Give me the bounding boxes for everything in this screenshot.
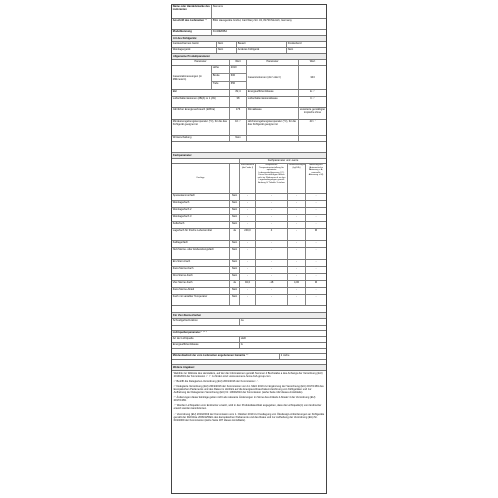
compartments-group-label: Fachparameter und -werte: [267, 159, 299, 163]
compartment-row: [172, 295, 326, 306]
notes-weblink: Weblink zur Website des Herstellers, auf der die Informationen gemäß Nummer 4 Buchstabe a des Anhangs der Verordnung (EU) 2019/2019 der Kommission ¹ ⁾ ² ⁾ zu finden sind: www.siemens-home.bsh-group.com: [173, 372, 323, 379]
param-label: Klimaklasse: [247, 108, 299, 119]
compartment-value: -: [256, 208, 288, 214]
compartment-row: [172, 215, 326, 222]
compartment-type: Zwei-Sterne-Fach: [172, 267, 230, 273]
footnote-1: ¹ ⁾ Betrifft die Delegierten-Verordnung (EU) 2019/2016 der Kommission ¹ ⁾.: [173, 380, 259, 384]
compartment-row: [172, 260, 326, 267]
footnote-5: ⁵ ⁾ Verordnung (EU) 2019/2019 der Kommission vom 1. Oktober 2019 zur Festlegung von Ökodesign-Anforderungen an Kühlgeräte gemäß der Richtlinie 2009/125/EG des Europäischen Parlaments und des Rates und zur Aufhebung der Verordnung (EG) Nr. 643/2009 der Kommission (siehe Seite 187 dieses Amtsblatts).: [173, 412, 325, 422]
compartment-value: -: [256, 241, 288, 247]
compartment-value: -: [315, 267, 317, 271]
supplier-address-row: [172, 19, 326, 30]
compartment-value: Nein: [230, 222, 240, 228]
compartment-row: [172, 281, 326, 288]
compartment-value: -: [240, 241, 256, 247]
supplier-name-value: Siemens: [212, 5, 223, 9]
compartment-head-cell: Fachvolumen (dm³ oder l): [240, 164, 256, 193]
compartment-row: [172, 229, 326, 241]
compartment-value: Ja: [230, 229, 240, 240]
param-value: 10 ¹ ⁾: [230, 120, 247, 135]
dimensions-subtable: [212, 66, 247, 89]
compartment-value: -: [256, 215, 288, 221]
compartment-head-cell: Empfohlene Temperatureinstellung für optimierte Lebensmittellagerung (°C). Diese Einstellungen dürfen nicht im Widerspruch zu den Lagerbedingungen gemäß Anhang IV Tabelle 3 stehen: [256, 164, 288, 193]
compartment-value: -: [256, 248, 288, 259]
compartment-value: Ja: [230, 281, 240, 287]
compartment-value: Nein: [230, 260, 240, 266]
compartment-value: Nein: [230, 215, 240, 221]
supplier-name-label: Name oder Handelsmarke des Lieferanten: [172, 5, 212, 18]
compartments-header-row: [172, 164, 326, 194]
footnote-4: ⁴ ⁾ Werden Lichtquellen vom Endnutzer ersetzt, wird in den Produktdatenblatt angegeben, dass die Lichtquelle(n) vom Endnutzer ersetzt werden kann/können.: [173, 404, 322, 411]
general-head-cell: Parameter: [172, 60, 230, 65]
model-label: Modellkennung: [172, 30, 212, 35]
compartment-value: -: [240, 274, 256, 280]
param-value: E ¹ ⁾: [310, 90, 315, 94]
param-value: 176: [230, 108, 247, 119]
compartment-value: -: [256, 201, 288, 207]
dim-value: 2010: [230, 66, 237, 70]
compartment-value: -: [315, 222, 317, 226]
compartment-value: Nein: [230, 248, 240, 259]
compartment-row: [172, 274, 326, 281]
compartment-value: 94,0: [240, 281, 256, 287]
compartment-value: -: [315, 274, 317, 278]
dim-value: 600: [230, 74, 236, 78]
compartment-value: Nein: [230, 295, 240, 305]
compartment-type: Drei-Sterne-Fach: [172, 274, 230, 280]
compartment-value: -: [315, 248, 317, 252]
compartment-value: -: [288, 288, 306, 294]
compartment-value: -: [240, 248, 256, 259]
dim-value: 650: [230, 82, 236, 86]
compartment-type: Weinlagerfach 2: [172, 208, 230, 214]
compartment-value: -: [240, 201, 256, 207]
blank-cell: [172, 159, 240, 163]
spacer: [172, 306, 326, 313]
compartment-type: Weinlagerfach: [172, 201, 230, 207]
supplier-address-label: Anschrift des Lieferanten ¹ ⁾: [172, 19, 212, 29]
compartment-value: -: [240, 215, 256, 221]
dimensions-row: [172, 66, 326, 90]
eei-row: [172, 90, 326, 97]
type-cell: Geräuscharmes Gerät: [172, 42, 217, 47]
compartment-value: -: [315, 194, 317, 198]
general-head-cell: Parameter: [247, 60, 299, 65]
compartment-value: -: [315, 208, 317, 212]
compartment-value: -: [240, 194, 256, 200]
compartment-value: -: [256, 194, 288, 200]
compartment-value: -: [256, 274, 288, 280]
light-type-label: Art der Lichtquelle: [172, 337, 240, 342]
compartment-row: [172, 208, 326, 215]
temperature-row: [172, 120, 326, 136]
compartment-value: Nein: [230, 201, 240, 207]
light-class-label: Energieeffizienzklasse: [172, 343, 240, 348]
compartment-value: -: [288, 222, 306, 228]
compartments-body: [172, 194, 326, 306]
compartment-value: -: [315, 215, 317, 219]
param-label: Höchstumgebungstemperatur (°C), für die das Kühlgerät geeignet ist: [247, 120, 299, 135]
compartment-value: -: [256, 288, 288, 294]
compartment-type: Ein-Stern-Fach: [172, 260, 230, 266]
fast-freeze-label: Schnellgefrierfunktion: [172, 319, 240, 325]
compartment-value: -: [240, 208, 256, 214]
type-cell: Nein: [217, 42, 237, 47]
type-cell: Freistehend: [287, 42, 302, 46]
dimensions-label: Gesamtabmessungen (in Millimetern): [172, 66, 212, 89]
param-label: Luftschallemissionsklasse: [247, 97, 299, 107]
compartment-value: 4: [256, 229, 288, 240]
compartment-value: -: [240, 222, 256, 228]
param-value: erweiterte gemäßigte/ tropische Zone: [299, 108, 326, 115]
product-data-sheet: [171, 4, 327, 494]
compartment-type: Kellerfach: [172, 222, 230, 228]
param-label: Mindestumgebungstemperatur (°C), für die das Kühlgerät geeignet ist: [172, 120, 230, 135]
compartment-value: -: [240, 288, 256, 294]
param-label: Winterschaltung: [172, 136, 230, 141]
param-label: Luftschallemissionen (dB(A) re 1 pW): [172, 97, 230, 107]
param-label: Energieeffizienzklasse: [247, 90, 299, 96]
volume-label: Gesamtvolumen (dm³ oder l): [247, 66, 299, 89]
compartment-row: [172, 241, 326, 248]
supplier-address-value: BSH Hausgeräte GmbH, Carl-Wery-Str. 34, 81739 Munich, Germany: [212, 19, 292, 23]
compartment-value: Nein: [230, 288, 240, 294]
compartment-row: [172, 222, 326, 229]
compartment-type: Zwei-Sterne-Abteil: [172, 288, 230, 294]
compartment-value: Nein: [230, 241, 240, 247]
dim-label: Breite: [212, 74, 230, 81]
four-star-title: Für Vier-Sterne-Fächer: [172, 313, 326, 319]
compartment-value: -: [288, 208, 306, 214]
param-label: [247, 136, 299, 141]
compartment-value: Nein: [230, 274, 240, 280]
compartment-type: Weinlagerfach 3: [172, 215, 230, 221]
compartment-value: -: [288, 248, 306, 259]
compartment-value: -18: [256, 281, 288, 287]
type-cell: Bauart: [237, 42, 287, 47]
compartment-value: -: [288, 267, 306, 273]
compartment-value: -: [256, 260, 288, 266]
volume-value: 343: [310, 76, 315, 79]
dim-label: Tiefe: [212, 82, 230, 89]
param-value: 38: [230, 97, 247, 107]
compartment-type: Speisekammerfach: [172, 194, 230, 200]
type-cell: Weinlagergerät: [172, 48, 217, 53]
compartment-value: -: [240, 260, 256, 266]
compartment-value: -: [288, 260, 306, 266]
compartment-row: [172, 248, 326, 260]
light-section-title: Lichtquellenparameter ¹ ⁾ ² ⁾: [172, 331, 207, 335]
compartment-value: -: [288, 229, 306, 240]
type-cell: Nein: [287, 48, 294, 52]
notes-title: Weitere Angaben:: [172, 365, 326, 371]
footnote-2: ² ⁾ Delegierte Verordnung (EU) 2019/2016 der Kommission vom 11. März 2019 zur Ergänzung der Verordnung (EU) 2017/1369 des Europäischen Parlaments und des Rates im Hinblick auf die Energieverbrauchskennzeichnung von Kühlgeräten und zur Aufhebung der Delegierten Verordnung (EU) Nr. 1060/2010 der Kommission (siehe Seite 102 dieses Amtsblatts).: [173, 384, 324, 394]
compartment-type: Fach mit variabler Temperatur: [172, 295, 230, 305]
compartment-head-cell: Gefriervermögen (kg/24h): [288, 164, 306, 193]
fast-freeze-value: Ja: [240, 319, 244, 323]
param-label: Jährlicher Energieverbrauch (kWh/a): [172, 108, 230, 119]
footnote-3: ³ ⁾ Änderungen dieser Einträge gelten nicht als relevante Änderungen im Sinne des Artikels 4 Absatz 4 der Verordnung (EU) 2017/1369.: [173, 396, 316, 403]
compartment-type: Vier-Sterne-Fach: [172, 281, 230, 287]
supplier-name-row: [172, 5, 326, 19]
compartment-head-cell: Fachtyp: [172, 164, 230, 193]
compartment-value: -: [288, 295, 306, 305]
compartment-value: Nein: [230, 267, 240, 273]
general-head-cell: Wert: [309, 60, 316, 64]
compartment-value: -: [256, 295, 288, 305]
compartment-value: Nein: [230, 208, 240, 214]
compartment-value: -: [315, 288, 317, 292]
compartment-value: -: [315, 295, 317, 299]
notes-body: [172, 371, 326, 425]
compartment-value: -: [288, 241, 306, 247]
param-label: EEI: [172, 90, 230, 96]
compartment-type: Lagerfach für frische Lebensmittel: [172, 229, 230, 240]
compartment-value: -: [315, 201, 317, 205]
type-cell: Anderes Kühlgerät: [237, 48, 287, 53]
general-head-cell: Wert: [230, 60, 247, 65]
compartment-value: 249,0: [240, 229, 256, 240]
compartment-value: -: [256, 222, 288, 228]
compartment-row: [172, 288, 326, 295]
compartment-head-cell: [230, 164, 240, 193]
light-class-value: G: [240, 343, 243, 347]
dim-label: Höhe: [212, 66, 230, 73]
noise-row: [172, 97, 326, 108]
compartment-value: -: [240, 267, 256, 273]
spacer: [172, 142, 326, 153]
param-value: [299, 136, 326, 141]
compartment-value: M: [314, 281, 318, 285]
energy-row: [172, 108, 326, 120]
compartment-value: -: [288, 194, 306, 200]
type-cell: Nein: [217, 48, 237, 53]
light-type-value: LED: [240, 337, 246, 341]
compartment-value: -: [315, 260, 317, 264]
general-section-title: Allgemeine Produktparameter: [172, 54, 326, 60]
param-value: C ¹ ⁾: [310, 97, 315, 101]
fast-freeze-row: [172, 319, 326, 326]
param-value: 43 ¹ ⁾: [309, 120, 316, 124]
compartment-value: -: [256, 267, 288, 273]
compartment-value: -: [288, 274, 306, 280]
compartment-value: M: [314, 229, 318, 233]
compartment-head-cell: Abtauungsart (Automatische Abtauung = A, manuelle Abtauung = M): [308, 164, 324, 177]
compartment-row: [172, 201, 326, 208]
compartment-row: [172, 194, 326, 201]
compartment-value: -: [288, 201, 306, 207]
param-value: 82,4: [230, 90, 247, 96]
compartment-type: Null-Sterne- oder Eisbereitungsfach: [172, 248, 230, 259]
compartment-value: Nein: [230, 194, 240, 200]
type-section-title: Art des Kühlgeräts:: [172, 36, 326, 42]
warranty-value: 2 Jahre: [280, 354, 290, 358]
compartment-row: [172, 267, 326, 274]
warranty-label: Mindestlaufzeit der vom Lieferanten angebotenen Garantie ¹ ⁾: [172, 354, 280, 359]
compartment-value: -: [315, 241, 317, 245]
compartments-section-title: Fachparameter: [172, 153, 326, 159]
compartment-type: Kaltlagerfach: [172, 241, 230, 247]
param-value: Nein: [230, 136, 247, 141]
compartment-value: -: [240, 295, 256, 305]
compartment-value: 4,00: [288, 281, 306, 287]
compartment-value: -: [288, 215, 306, 221]
model-value: KG39EBIBA: [212, 30, 228, 34]
